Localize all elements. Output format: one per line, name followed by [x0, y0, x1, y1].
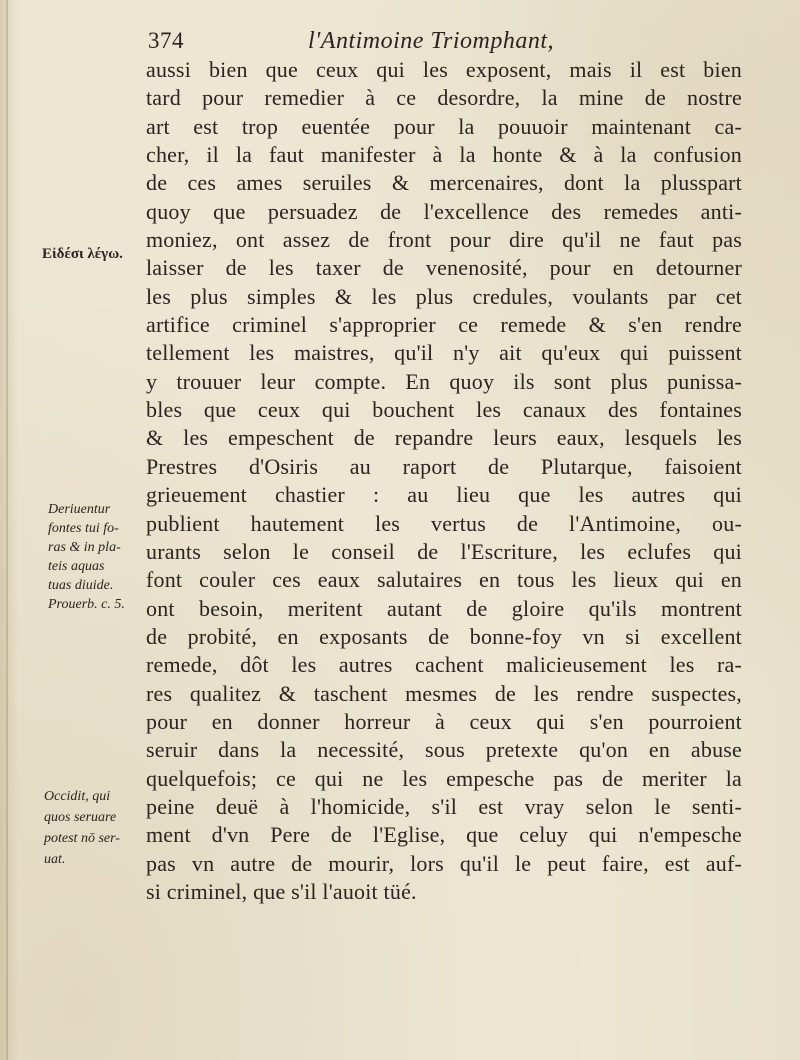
marginal-note-line: Occidit, qui [44, 789, 111, 804]
running-title: l'Antimoine Triomphant, [308, 28, 554, 54]
text-line: les plus simples & les plus credules, voulants par cet [146, 283, 742, 309]
text-line: Prestres d'Osiris au raport de Plutarque, faisoient [146, 453, 742, 479]
marginal-note-greek [42, 246, 123, 263]
text-line: urants selon le conseil de l'Escriture, les eclufes qui [146, 538, 742, 564]
text-line: pour en donner horreur à ceux qui s'en pourroient [146, 708, 742, 734]
text-line: y trouuer leur compte. En quoy ils sont plus punissa- [146, 368, 742, 394]
text-line: quelquefois; ce qui ne les empesche pas de meriter la [146, 765, 742, 791]
gutter-shadow [6, 0, 8, 1060]
text-line: & les empeschent de repandre leurs eaux, lesquels les [146, 425, 742, 451]
text-line: bles que ceux qui bouchent les canaux des fontaines [146, 397, 742, 423]
body-text [146, 56, 742, 906]
text-line: moniez, ont assez de front pour dire qu'il ne faut pas [146, 227, 742, 253]
text-line: pas vn autre de mourir, lors qu'il le peut faire, est auf- [146, 850, 742, 876]
page-number: 374 [148, 28, 184, 53]
text-line: aussi bien que ceux qui les exposent, mais il est bien [146, 57, 742, 82]
text-line: grieuement chastier : au lieu que les autres qui [146, 482, 742, 508]
marginal-note-line: ras & in pla- [48, 540, 121, 555]
marginal-note-line: Deriuentur [48, 502, 111, 517]
marginal-note-line: potest nō ser- [44, 831, 120, 846]
marginal-note-line: Εἰδέσι λέγω. [42, 246, 123, 262]
text-line: artifice criminel s'approprier ce remede & s'en rendre [146, 312, 742, 338]
marginal-note-line: teis aquas [48, 559, 105, 574]
text-line: res qualitez & taschent mesmes de les rendre suspectes, [146, 680, 742, 706]
text-line: peine deuë à l'homicide, s'il est vray selon le senti- [146, 793, 742, 819]
marginal-note-line: fontes tui fo- [48, 521, 119, 536]
text-line: cher, il la faut manifester à la honte & à la confusion [146, 142, 742, 168]
text-line: seruir dans la necessité, sous pretexte qu'on en abuse [146, 737, 742, 763]
marginal-note-line: Prouerb. c. 5. [48, 597, 125, 612]
text-line: de ces ames seruiles & mercenaires, dont la plusspart [146, 170, 742, 196]
text-line: de probité, en exposants de bonne-foy vn si excellent [146, 623, 742, 649]
text-line: ment d'vn Pere de l'Eglise, que celuy qui n'empesche [146, 822, 742, 848]
text-line: publient hautement les vertus de l'Antimoine, ou- [146, 510, 742, 536]
text-line: si criminel, que s'il l'auoit tüé. [146, 878, 417, 904]
text-line: font couler ces eaux salutaires en tous les lieux qui en [146, 567, 742, 593]
text-line: ont besoin, meritent autant de gloire qu'ils montrent [146, 595, 742, 621]
marginal-note-line: uat. [44, 852, 66, 867]
marginal-note-line: tuas diuide. [48, 578, 114, 593]
text-line: art est trop euentée pour la pouuoir maintenant ca- [146, 113, 742, 139]
text-line: remede, dôt les autres cachent malicieusement les ra- [146, 652, 742, 678]
text-line: quoy que persuadez de l'excellence des remedes anti- [146, 198, 742, 224]
marginal-note-line: quos seruare [44, 810, 117, 825]
text-line: laisser de les taxer de venenosité, pour en detourner [146, 255, 742, 281]
marginal-note-occidit [44, 786, 120, 870]
text-line: tard pour remedier à ce desordre, la mine de nostre [146, 85, 742, 111]
marginal-note-proverbs [48, 500, 125, 614]
text-line: tellement les maistres, qu'il n'y ait qu'eux qui puissent [146, 340, 742, 366]
